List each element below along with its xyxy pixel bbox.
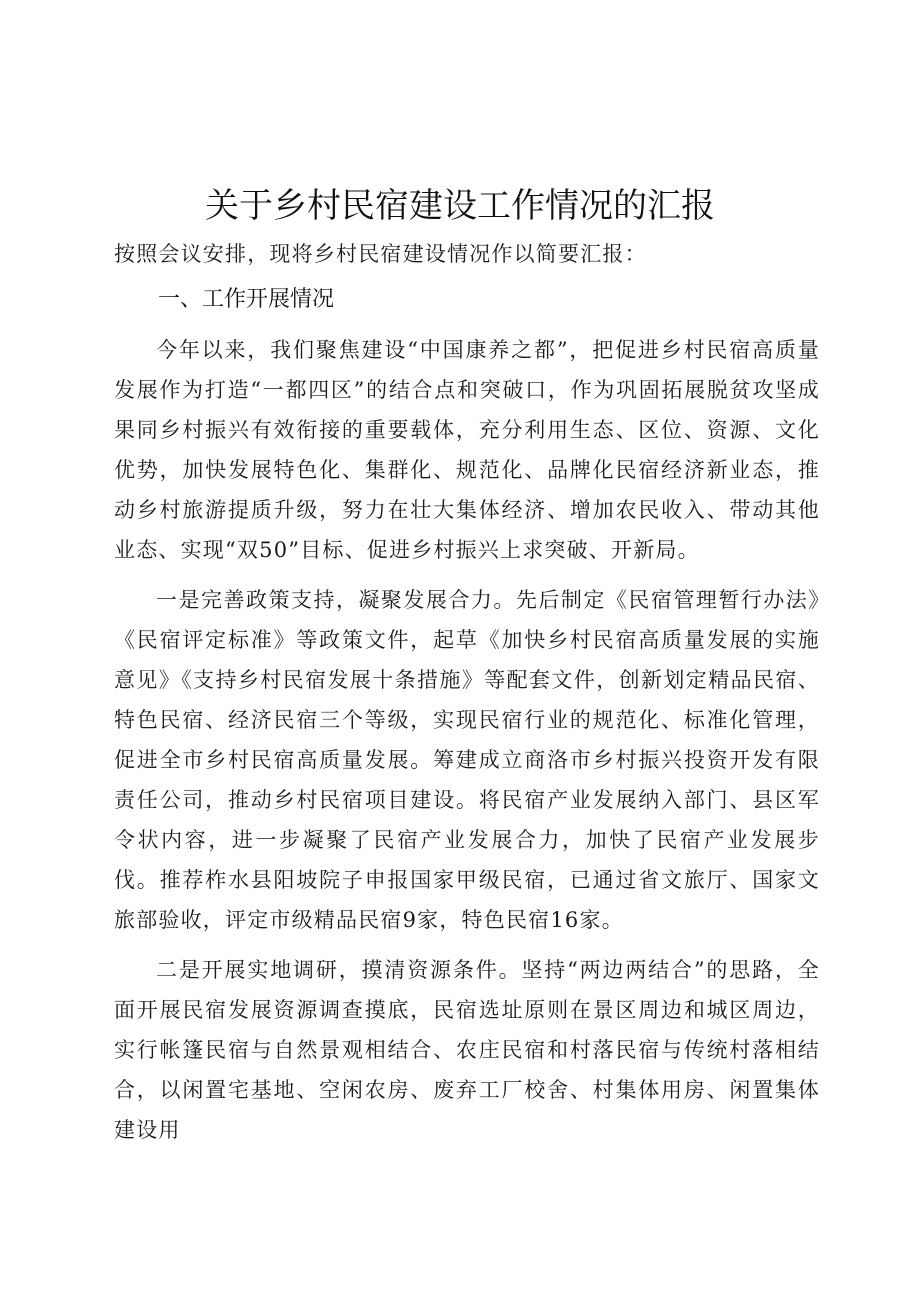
section-heading: 一、工作开展情况	[158, 287, 335, 312]
paragraph-policy: 一是完善政策支持，凝聚发展合力。先后制定《民宿管理暂行办法》《民宿评定标准》等政策文件，起草《加快乡村民宿高质量发展的实施意见》《支持乡村民宿发展十条措施》等配套文件，创新划定精品民宿、特色民宿、经济民宿三个等级，实现民宿行业的规范化、标准化管理，促进全市乡村民宿高质量发展。筹建成立商洛市乡村振兴投资开发有限责任公司，推动乡村民宿项目建设。将民宿产业发展纳入部门、县区军令状内容，进一步凝聚了民宿产业发展合力，加快了民宿产业发展步伐。推荐柞水县阳坡院子申报国家甲级民宿，已通过省文旅厅、国家文旅部验收，评定市级精品民宿9家，特色民宿16家。	[114, 588, 820, 932]
intro-paragraph: 按照会议安排，现将乡村民宿建设情况作以简要汇报：	[114, 242, 647, 266]
paragraph-research: 二是开展实地调研，摸清资源条件。坚持“两边两结合”的思路，全面开展民宿发展资源调查摸底，民宿选址原则在景区周边和城区周边，实行帐篷民宿与自然景观相结合、农庄民宿和村落民宿与传统村落相结合，以闲置宅基地、空闲农房、废弃工厂校舍、村集体用房、闲置集体建设用	[114, 958, 820, 1142]
document-title: 关于乡村民宿建设工作情况的汇报	[205, 186, 715, 226]
document-body	[114, 234, 820, 1150]
paragraph-overview: 今年以来，我们聚焦建设“中国康养之都”，把促进乡村民宿高质量发展作为打造“一都四区”的结合点和突破口，作为巩固拓展脱贫攻坚成果同乡村振兴有效衔接的重要载体，充分利用生态、区位、资源、文化优势，加快发展特色化、集群化、规范化、品牌化民宿经济新业态，推动乡村旅游提质升级，努力在壮大集体经济、增加农民收入、带动其他业态、实现“双50”目标、促进乡村振兴上求突破、开新局。	[114, 338, 820, 562]
paragraph-gap	[114, 570, 820, 580]
paragraph-gap	[114, 940, 820, 950]
